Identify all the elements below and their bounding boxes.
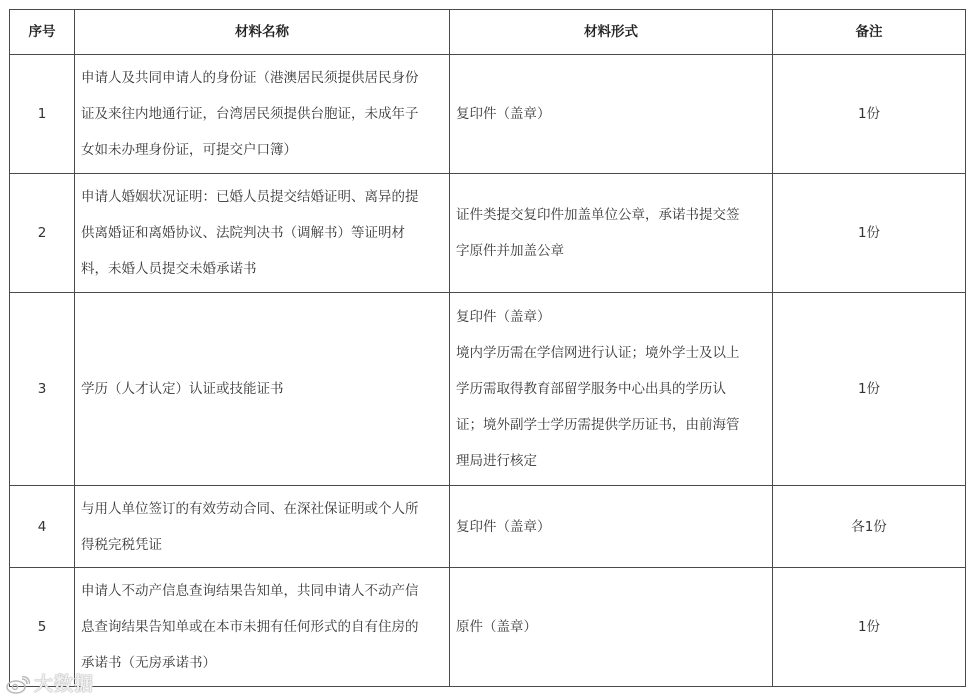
row-serial: 1	[10, 55, 75, 174]
row-material-form	[450, 293, 773, 486]
header-serial: 序号	[10, 10, 75, 55]
text-line: 得税完税凭证	[81, 536, 162, 553]
text-line: 证件类提交复印件加盖单位公章，承诺书提交签	[456, 207, 740, 223]
row-remarks: 1份	[773, 293, 966, 486]
text-line: 字原件并加盖公章	[456, 243, 564, 259]
text-line: 证及来往内地通行证，台湾居民须提供台胞证，未成年子	[81, 106, 419, 122]
text-line: 复印件（盖章）	[456, 106, 551, 122]
text-line: 与用人单位签订的有效劳动合同、在深社保证明或个人所	[81, 500, 419, 517]
text-line: 理局进行核定	[456, 453, 537, 469]
text-line: 料，未婚人员提交未婚承诺书	[81, 261, 257, 277]
text-line: 复印件（盖章）	[456, 518, 551, 535]
text-line: 原件（盖章）	[456, 619, 537, 635]
text-line: 申请人婚姻状况证明：已婚人员提交结婚证明、离异的提	[81, 189, 419, 205]
table-row	[10, 293, 966, 486]
table-row	[10, 174, 966, 293]
row-material-name	[75, 174, 450, 293]
row-material-name	[75, 568, 450, 687]
text-line: 学历（人才认定）认证或技能证书	[81, 381, 284, 397]
header-remarks: 备注	[773, 10, 966, 55]
row-serial: 3	[10, 293, 75, 486]
row-remarks: 1份	[773, 55, 966, 174]
materials-table	[9, 9, 966, 687]
row-material-name	[75, 293, 450, 486]
watermark-text: 大数据	[34, 673, 95, 695]
row-serial: 2	[10, 174, 75, 293]
text-line: 供离婚证和离婚协议、法院判决书（调解书）等证明材	[81, 225, 405, 241]
text-line: 复印件（盖章）	[456, 309, 551, 325]
row-remarks: 1份	[773, 568, 966, 687]
row-serial: 4	[10, 486, 75, 568]
row-material-form	[450, 568, 773, 687]
table-header-row	[10, 10, 966, 55]
row-remarks: 1份	[773, 174, 966, 293]
table-row	[10, 486, 966, 568]
text-line: 境内学历需在学信网进行认证；境外学士及以上	[456, 345, 740, 361]
text-line: 息查询结果告知单或在本市未拥有任何形式的自有住房的	[81, 619, 419, 635]
text-line: 申请人不动产信息查询结果告知单，共同申请人不动产信	[81, 583, 419, 599]
row-material-form	[450, 174, 773, 293]
row-material-form	[450, 55, 773, 174]
text-line: 学历需取得教育部留学服务中心出具的学历认	[456, 381, 726, 397]
table-row	[10, 55, 966, 174]
table-row	[10, 568, 966, 687]
row-serial: 5	[10, 568, 75, 687]
row-material-name	[75, 55, 450, 174]
text-line: 承诺书（无房承诺书）	[81, 655, 216, 671]
row-remarks: 各1份	[773, 486, 966, 568]
row-material-form	[450, 486, 773, 568]
text-line: 证；境外副学士学历需提供学历证书，由前海管	[456, 417, 740, 433]
text-line: 女如未办理身份证，可提交户口簿）	[81, 142, 297, 158]
header-material-form: 材料形式	[450, 10, 773, 55]
text-line: 申请人及共同申请人的身份证（港澳居民须提供居民身份	[81, 70, 419, 86]
row-material-name	[75, 486, 450, 568]
header-material-name: 材料名称	[75, 10, 450, 55]
